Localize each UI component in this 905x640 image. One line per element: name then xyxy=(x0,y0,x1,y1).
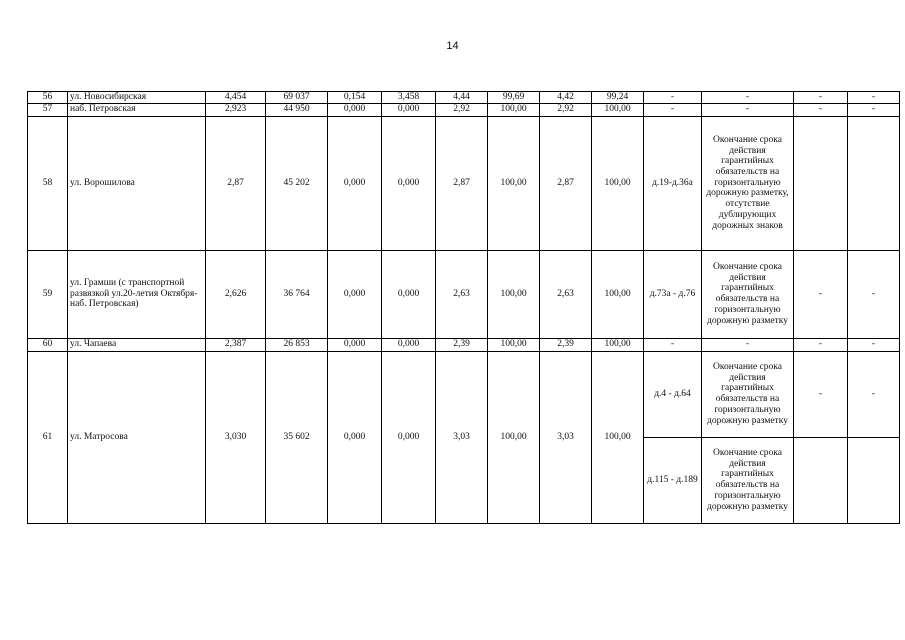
street-name: ул. Новосибирская xyxy=(68,92,206,104)
street-name: ул. Грамши (с транспортной развязкой ул.20-летия Октября-наб. Петровская) xyxy=(68,250,206,338)
value-cell: 100,00 xyxy=(488,250,540,338)
value-cell: 2,87 xyxy=(206,116,266,250)
value-cell: 99,69 xyxy=(488,92,540,104)
value-cell: 4,42 xyxy=(540,92,592,104)
segment-cell: д.115 - д.189 xyxy=(644,437,702,523)
extra-cell: - xyxy=(848,250,900,338)
street-name: ул. Матросова xyxy=(68,351,206,523)
value-cell: 0,000 xyxy=(382,338,436,351)
row-number: 60 xyxy=(28,338,68,351)
page-number: 14 xyxy=(446,40,459,52)
extra-cell xyxy=(794,116,848,250)
value-cell: 0,000 xyxy=(328,250,382,338)
value-cell: 35 602 xyxy=(266,351,328,523)
value-cell: 36 764 xyxy=(266,250,328,338)
value-cell: 45 202 xyxy=(266,116,328,250)
value-cell: 2,92 xyxy=(540,103,592,116)
extra-cell: - xyxy=(848,103,900,116)
value-cell: 100,00 xyxy=(592,351,644,523)
value-cell: 2,39 xyxy=(540,338,592,351)
value-cell: 2,87 xyxy=(436,116,488,250)
value-cell: 0,000 xyxy=(328,103,382,116)
value-cell: 0,000 xyxy=(382,116,436,250)
value-cell: 100,00 xyxy=(592,103,644,116)
value-cell: 0,000 xyxy=(382,103,436,116)
value-cell: 2,87 xyxy=(540,116,592,250)
value-cell: 0,000 xyxy=(328,351,382,523)
segment-cell: - xyxy=(644,338,702,351)
extra-cell: - xyxy=(794,92,848,104)
value-cell: 2,39 xyxy=(436,338,488,351)
extra-cell xyxy=(848,437,900,523)
value-cell: 3,458 xyxy=(382,92,436,104)
row-number: 59 xyxy=(28,250,68,338)
table-row xyxy=(28,338,900,351)
value-cell: 0,000 xyxy=(328,116,382,250)
value-cell: 100,00 xyxy=(592,338,644,351)
table-row xyxy=(28,103,900,116)
value-cell: 0,154 xyxy=(328,92,382,104)
value-cell: 0,000 xyxy=(328,338,382,351)
reason-cell: Окончание срока действия гарантийных обязательств на горизонтальную дорожную разметку xyxy=(702,437,794,523)
reason-cell: Окончание срока действия гарантийных обязательств на горизонтальную дорожную разметку xyxy=(702,250,794,338)
extra-cell: - xyxy=(794,351,848,437)
value-cell: 2,626 xyxy=(206,250,266,338)
table-row xyxy=(28,116,900,250)
row-number: 56 xyxy=(28,92,68,104)
value-cell: 2,387 xyxy=(206,338,266,351)
value-cell: 26 853 xyxy=(266,338,328,351)
extra-cell xyxy=(848,116,900,250)
value-cell: 3,03 xyxy=(436,351,488,523)
extra-cell: - xyxy=(848,92,900,104)
value-cell: 99,24 xyxy=(592,92,644,104)
value-cell: 100,00 xyxy=(488,338,540,351)
value-cell: 44 950 xyxy=(266,103,328,116)
extra-cell: - xyxy=(794,103,848,116)
extra-cell: - xyxy=(848,338,900,351)
value-cell: 2,923 xyxy=(206,103,266,116)
row-number: 58 xyxy=(28,116,68,250)
row-number: 57 xyxy=(28,103,68,116)
value-cell: 2,63 xyxy=(540,250,592,338)
value-cell: 100,00 xyxy=(592,116,644,250)
extra-cell: - xyxy=(794,338,848,351)
reason-cell: - xyxy=(702,103,794,116)
segment-cell: - xyxy=(644,92,702,104)
roads-table xyxy=(27,91,900,524)
reason-cell: Окончание срока действия гарантийных обязательств на горизонтальную дорожную разметку, отсутствие дублирующих дорожных знаков xyxy=(702,116,794,250)
table-row xyxy=(28,250,900,338)
value-cell: 100,00 xyxy=(488,116,540,250)
reason-cell: Окончание срока действия гарантийных обязательств на горизонтальную дорожную разметку xyxy=(702,351,794,437)
segment-cell: - xyxy=(644,103,702,116)
value-cell: 2,92 xyxy=(436,103,488,116)
value-cell: 4,44 xyxy=(436,92,488,104)
segment-cell: д.19-д.36а xyxy=(644,116,702,250)
value-cell: 100,00 xyxy=(488,103,540,116)
table-row xyxy=(28,92,900,104)
row-number: 61 xyxy=(28,351,68,523)
table-row xyxy=(28,351,900,437)
extra-cell xyxy=(794,437,848,523)
value-cell: 3,030 xyxy=(206,351,266,523)
value-cell: 69 037 xyxy=(266,92,328,104)
extra-cell: - xyxy=(794,250,848,338)
reason-cell: - xyxy=(702,92,794,104)
value-cell: 100,00 xyxy=(592,250,644,338)
value-cell: 2,63 xyxy=(436,250,488,338)
value-cell: 4,454 xyxy=(206,92,266,104)
reason-cell: - xyxy=(702,338,794,351)
value-cell: 3,03 xyxy=(540,351,592,523)
segment-cell: д.4 - д.64 xyxy=(644,351,702,437)
street-name: наб. Петровская xyxy=(68,103,206,116)
value-cell: 100,00 xyxy=(488,351,540,523)
value-cell: 0,000 xyxy=(382,250,436,338)
segment-cell: д.73а - д.76 xyxy=(644,250,702,338)
street-name: ул. Чапаева xyxy=(68,338,206,351)
street-name: ул. Ворошилова xyxy=(68,116,206,250)
extra-cell: - xyxy=(848,351,900,437)
value-cell: 0,000 xyxy=(382,351,436,523)
